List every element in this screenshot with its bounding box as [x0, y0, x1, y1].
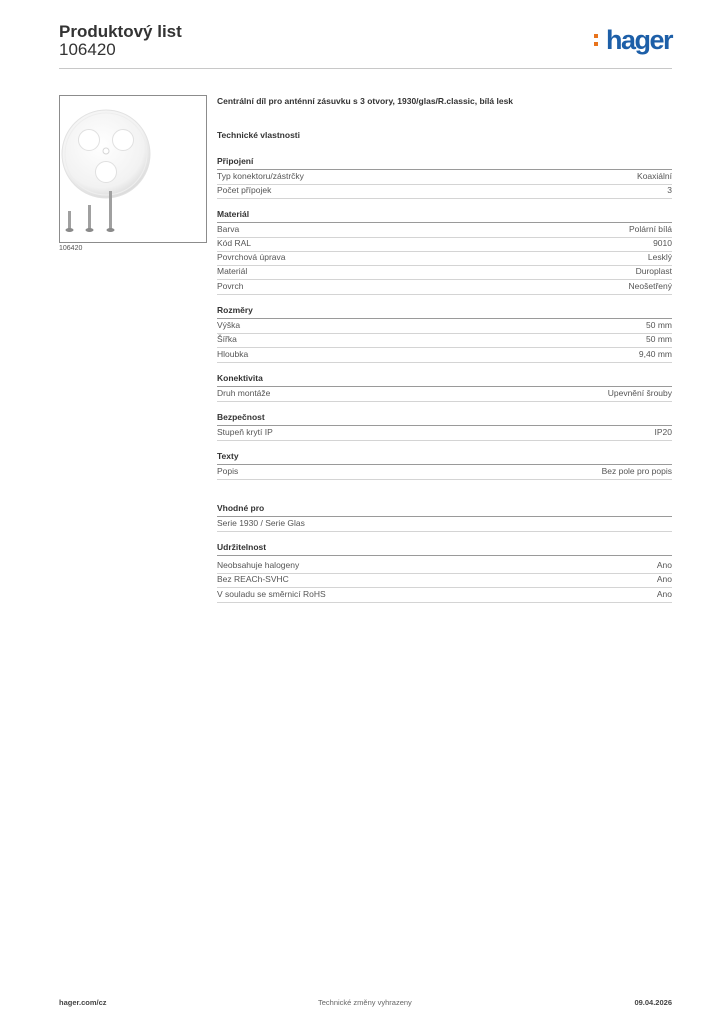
footer-date: 09.04.2026	[634, 998, 672, 1007]
spec-value: Duroplast	[635, 266, 672, 276]
spec-label: Typ konektoru/zástrčky	[217, 171, 304, 181]
spec-label: V souladu se směrnicí RoHS	[217, 589, 326, 599]
footer-notice: Technické změny vyhrazeny	[318, 998, 412, 1007]
logo-dots-icon	[594, 34, 598, 47]
spec-value: 9010	[653, 238, 672, 248]
section-title-sustainability: Udržitelnost	[217, 541, 672, 556]
product-image	[59, 95, 207, 243]
section-title-connection: Připojení	[217, 155, 672, 170]
spec-row	[217, 170, 672, 185]
spec-row	[217, 387, 672, 402]
spec-value: Ano	[656, 560, 672, 570]
spec-row	[217, 319, 672, 334]
spec-value: Upevnění šrouby	[607, 388, 672, 398]
spec-value: Ano	[656, 574, 672, 584]
spec-row	[217, 559, 672, 574]
spec-row	[217, 517, 672, 532]
spec-row	[217, 184, 672, 199]
spec-label: Stupeň krytí IP	[217, 427, 273, 437]
spec-row	[217, 251, 672, 266]
spec-row	[217, 573, 672, 588]
section-title-connectivity: Konektivita	[217, 372, 672, 387]
hager-logo	[592, 25, 672, 55]
antenna-cover-plate-illustration	[60, 96, 206, 242]
spec-label: Hloubka	[217, 349, 249, 359]
image-caption: 106420	[59, 245, 83, 252]
spec-value: Bez pole pro popis	[601, 466, 672, 476]
logo-wordmark: hager	[605, 25, 672, 55]
spec-value: 9,40 mm	[638, 349, 672, 359]
spec-value: IP20	[654, 427, 672, 437]
header-divider	[59, 68, 672, 69]
section-title-dimensions: Rozměry	[217, 304, 672, 319]
footer-website-link[interactable]: hager.com/cz	[59, 998, 107, 1007]
spec-row	[217, 333, 672, 348]
spec-row	[217, 265, 672, 280]
section-title-texts: Texty	[217, 450, 672, 465]
spec-label: Materiál	[217, 266, 248, 276]
spec-row	[217, 426, 672, 441]
screw-icon	[86, 205, 94, 232]
spec-value: 50 mm	[646, 334, 672, 344]
spec-label: Výška	[217, 320, 241, 330]
spec-label: Neobsahuje halogeny	[217, 560, 300, 570]
spec-label: Barva	[217, 224, 240, 234]
spec-value: 3	[667, 185, 672, 195]
spec-value: Neošetřený	[628, 281, 672, 291]
product-description: Centrální díl pro anténní zásuvku s 3 otvory, 1930/glas/R.classic, bílá lesk	[217, 96, 514, 106]
spec-row	[217, 465, 672, 480]
spec-label: Popis	[217, 466, 239, 476]
spec-row	[217, 348, 672, 363]
section-title-material: Materiál	[217, 208, 672, 223]
spec-value: Ano	[656, 589, 672, 599]
spec-label: Bez REACh-SVHC	[217, 574, 289, 584]
spec-label: Povrchová úprava	[217, 252, 286, 262]
spec-value: Koaxiální	[637, 171, 672, 181]
spec-label: Serie 1930 / Serie Glas	[217, 518, 305, 528]
spec-row	[217, 237, 672, 252]
page-header	[59, 20, 672, 70]
spec-label: Počet přípojek	[217, 185, 272, 195]
spec-value: 50 mm	[646, 320, 672, 330]
section-title-safety: Bezpečnost	[217, 411, 672, 426]
product-number: 106420	[59, 40, 116, 59]
technical-properties-heading: Technické vlastnosti	[217, 130, 300, 140]
spec-label: Šířka	[217, 334, 237, 344]
document-title: Produktový list	[59, 22, 182, 41]
screw-icon	[66, 211, 74, 232]
spec-value: Lesklý	[647, 252, 672, 262]
spec-label: Druh montáže	[217, 388, 271, 398]
spec-value: Polární bílá	[629, 224, 672, 234]
spec-label: Povrch	[217, 281, 244, 291]
section-title-suitable-for: Vhodné pro	[217, 502, 672, 517]
spec-row	[217, 588, 672, 603]
spec-row	[217, 280, 672, 295]
spec-row	[217, 223, 672, 238]
spec-label: Kód RAL	[217, 238, 252, 248]
